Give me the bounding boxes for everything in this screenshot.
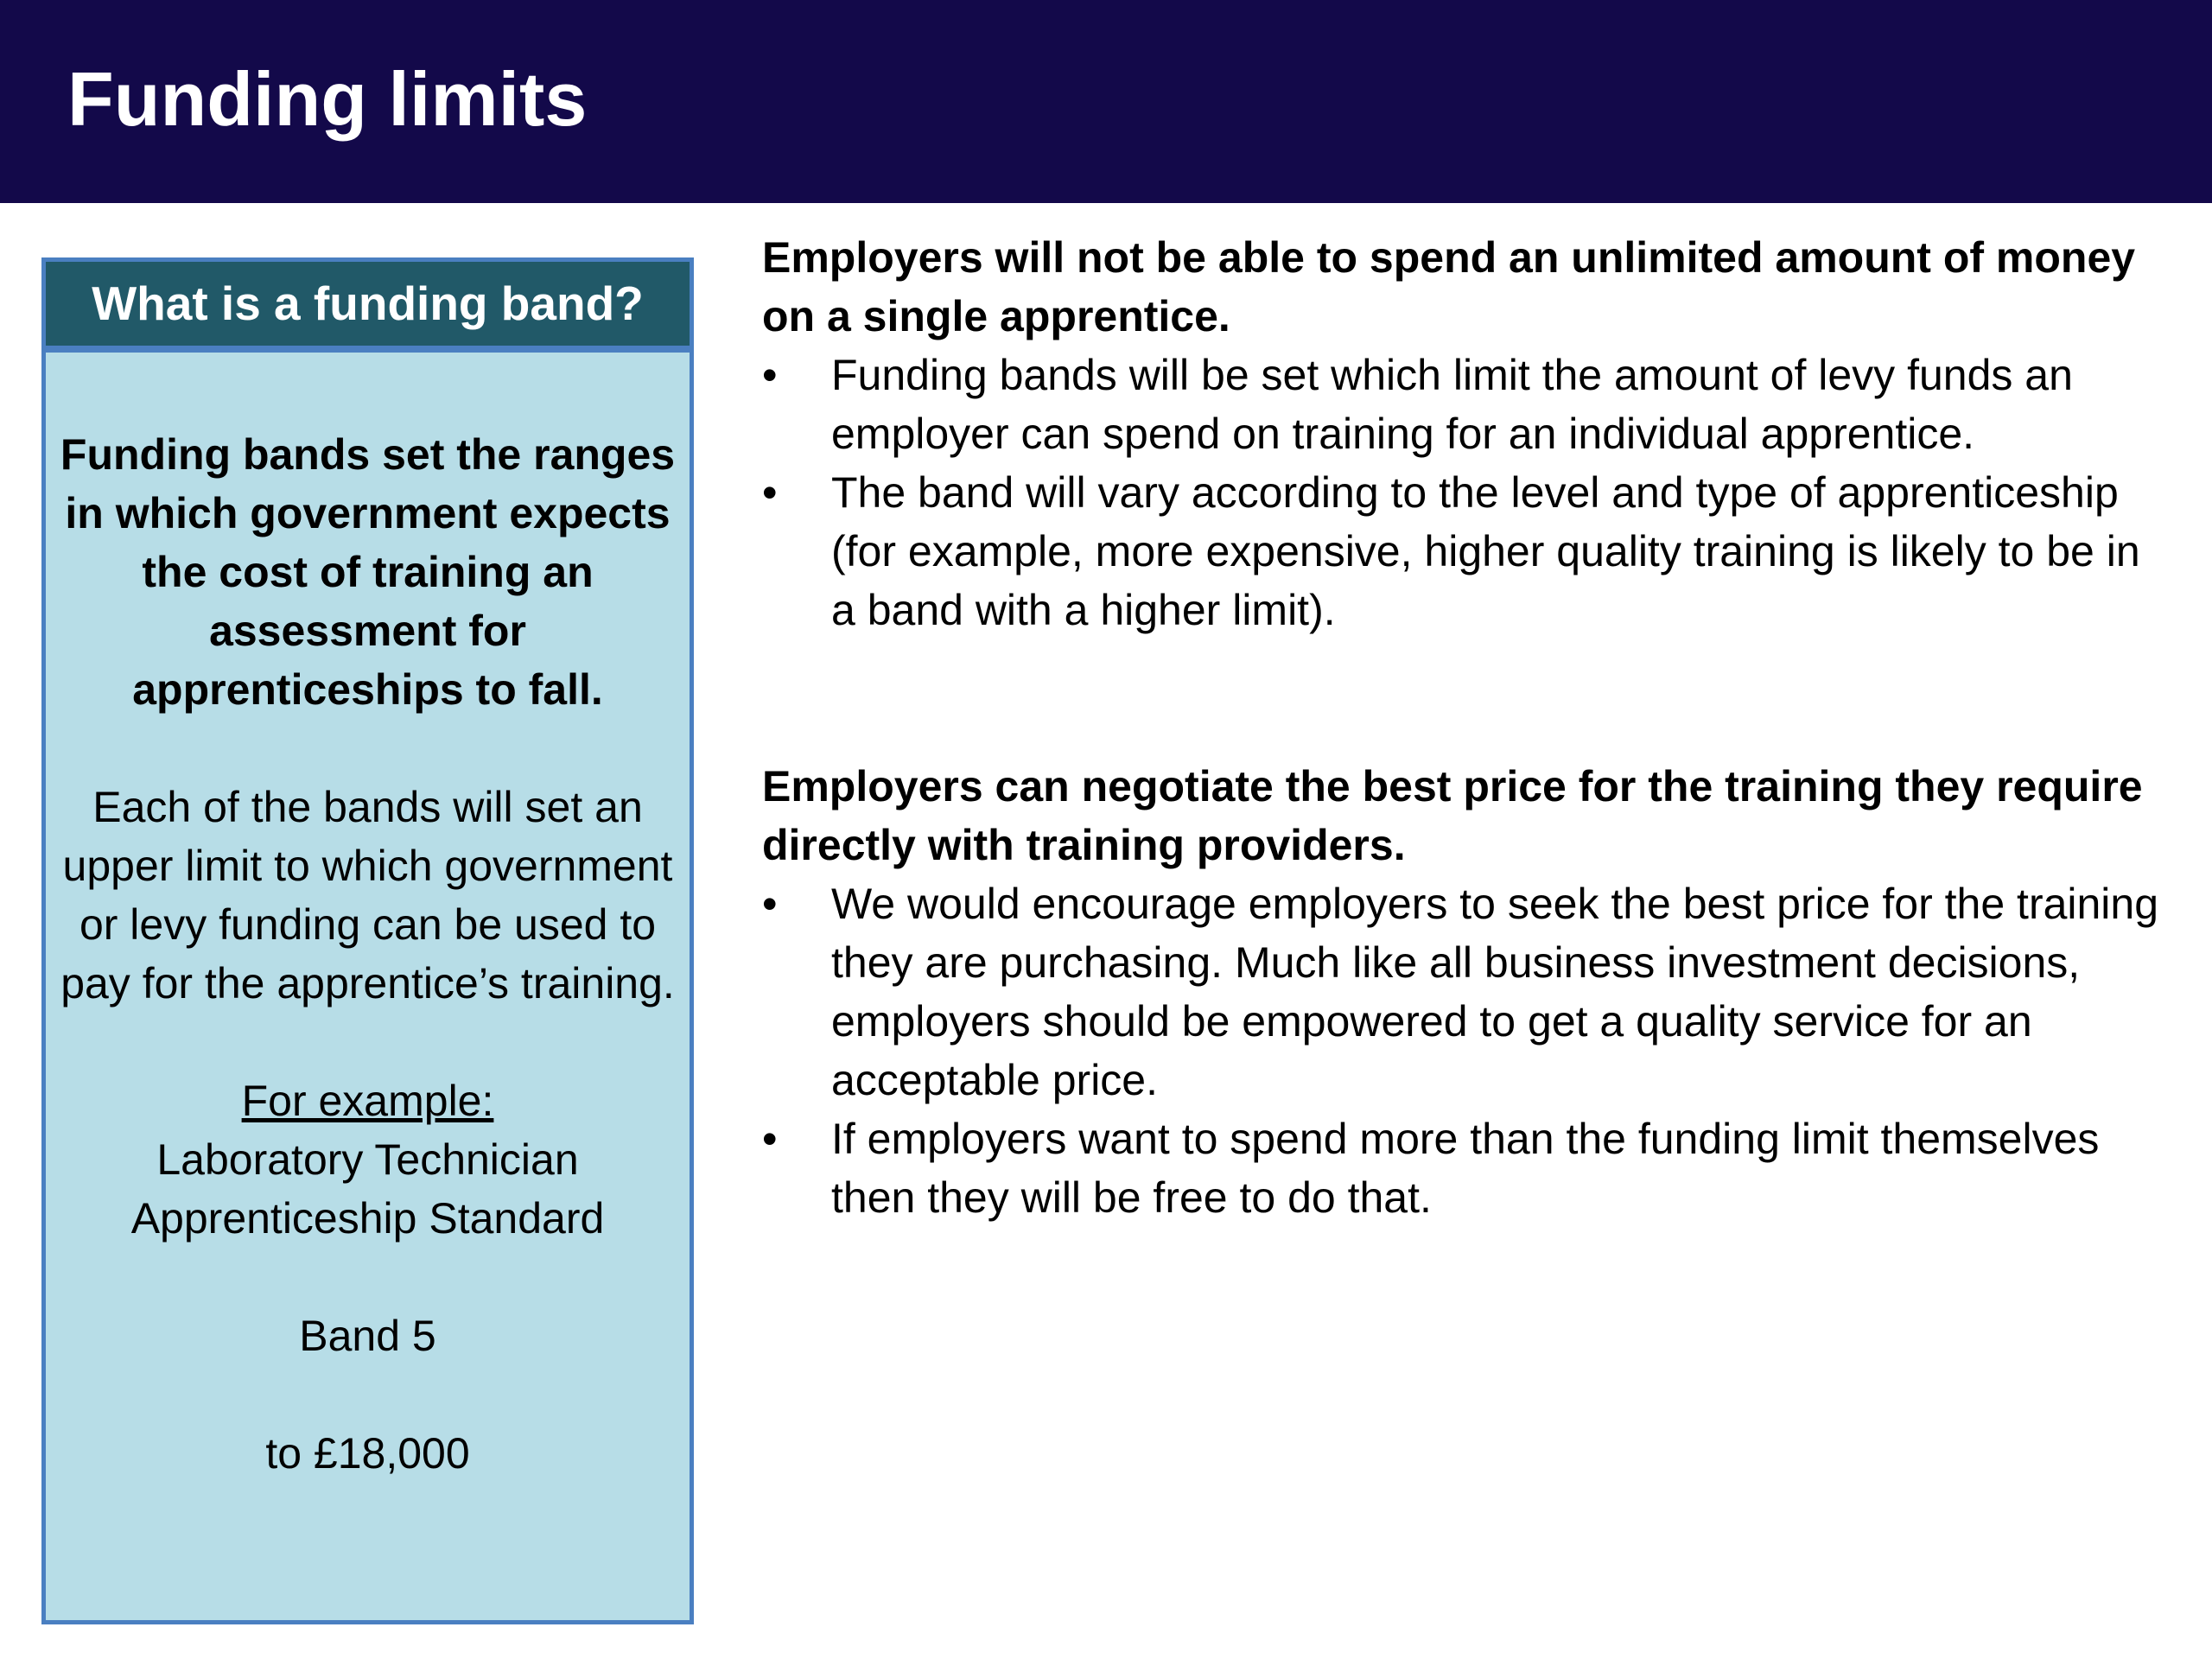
section-heading: Employers will not be able to spend an unlimited amount of money on a single apprentice. bbox=[762, 233, 2136, 340]
funding-band-info-box bbox=[41, 257, 694, 1624]
bullet-text: If employers want to spend more than the funding limit themselves then they will be free to do that. bbox=[831, 1115, 2100, 1222]
bullet-item bbox=[762, 1109, 2162, 1227]
bullet-list bbox=[762, 346, 2162, 639]
info-box-intro: Funding bands set the ranges in which government expects the cost of training an assessment for apprenticeships to fall. bbox=[60, 430, 676, 714]
example-limit: to £18,000 bbox=[265, 1429, 470, 1478]
example-label: For example: bbox=[241, 1077, 494, 1125]
example-name: Laboratory Technician Apprenticeship Standard bbox=[130, 1135, 605, 1243]
info-box-body bbox=[46, 425, 690, 1483]
info-box-paragraph: Each of the bands will set an upper limit to which government or levy funding can be used to pay for the apprentice’s training. bbox=[60, 783, 675, 1007]
bullet-icon: • bbox=[762, 880, 778, 928]
section-heading: Employers can negotiate the best price for the training they require directly with training providers. bbox=[762, 762, 2143, 869]
main-content bbox=[762, 228, 2162, 1227]
bullet-list bbox=[762, 874, 2162, 1227]
info-box-title: What is a funding band? bbox=[46, 262, 690, 353]
bullet-icon: • bbox=[762, 1115, 778, 1163]
bullet-item bbox=[762, 463, 2162, 639]
bullet-icon: • bbox=[762, 351, 778, 399]
section-negotiate-price bbox=[762, 757, 2162, 1227]
bullet-text: We would encourage employers to seek the best price for the training they are purchasing. Much like all business investment decisions, employers should be empowered to get a quality service for an acceptable price. bbox=[831, 880, 2159, 1104]
header-bar bbox=[0, 0, 2212, 203]
example-band: Band 5 bbox=[299, 1312, 436, 1360]
bullet-text: The band will vary according to the level and type of apprenticeship (for example, more expensive, higher quality training is likely to be in a band with a higher limit). bbox=[831, 468, 2140, 634]
slide-title: Funding limits bbox=[67, 56, 588, 142]
bullet-icon: • bbox=[762, 468, 778, 517]
bullet-item bbox=[762, 874, 2162, 1109]
bullet-text: Funding bands will be set which limit the amount of levy funds an employer can spend on training for an individual apprentice. bbox=[831, 351, 2073, 458]
bullet-item bbox=[762, 346, 2162, 463]
section-spending-limit bbox=[762, 228, 2162, 639]
